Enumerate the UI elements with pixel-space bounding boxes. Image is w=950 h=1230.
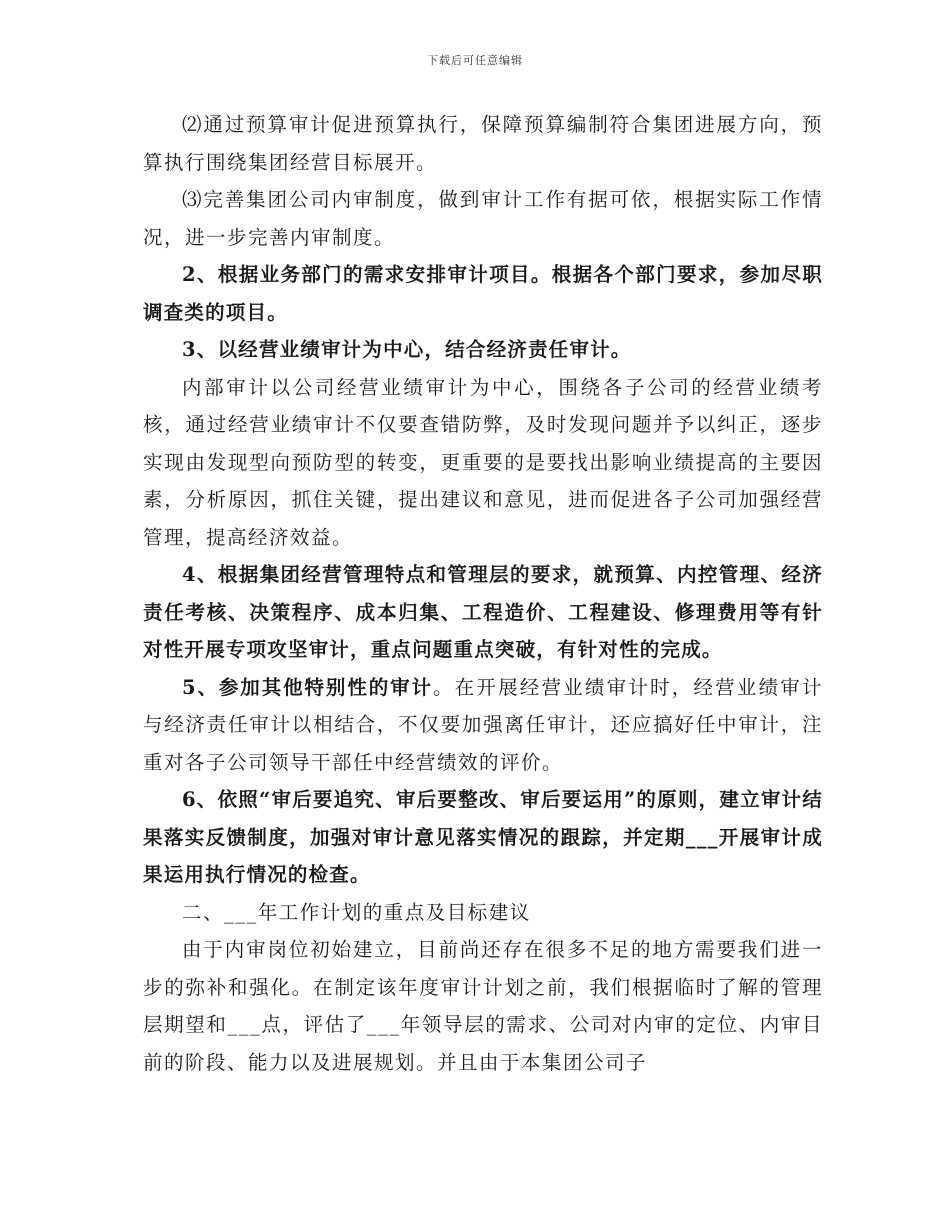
paragraph-internal-audit-system: ⑶完善集团公司内审制度，做到审计工作有据可依，根据实际工作情况，进一步完善内审制度。 <box>143 188 823 249</box>
paragraph-budget-execution: ⑵通过预算审计促进预算执行，保障预算编制符合集团进展方向，预算执行围绕集团经营目标展开。 <box>143 113 823 174</box>
paragraph-item-5 <box>143 669 823 782</box>
page-header: 下载后可任意编辑 <box>427 54 523 67</box>
paragraph-item-5-body: 。在开展经营业绩审计时，经营业绩审计与经济责任审计以相结合，不仅要加强离任审计，还应搞好任中审计，注重对各子公司领导干部任中经营绩效的评价。 <box>143 675 823 774</box>
paragraph-item-4: 4、根据集团经营管理特点和管理层的要求，就预算、内控管理、经济责任考核、决策程序、成本归集、工程造价、工程建设、修理费用等有针对性开展专项攻坚审计，重点问题重点突破，有针对性的完成。 <box>143 563 823 661</box>
paragraph-item-5-lead: 5、参加其他特别性的审计 <box>182 675 433 699</box>
paragraph-item-3: 3、以经营业绩审计为中心，结合经济责任审计。 <box>182 338 632 361</box>
paragraph-performance-audit: 内部审计以公司经营业绩审计为中心，围绕各子公司的经营业绩考核，通过经营业绩审计不仅要查错防弊，及时发现问题并予以纠正，逐步实现由发现型向预防型的转变，更重要的是要找出影响业绩提高的主要因素，分析原因，抓住关键，提出建议和意见，进而促进各子公司加强经营管理，提高经济效益。 <box>143 375 823 549</box>
paragraph-item-6: 6、依照“审后要追究、审后要整改、审后要运用”的原则，建立审计结果落实反馈制度，加强对审计意见落实情况的跟踪，并定期___开展审计成果运用执行情况的检查。 <box>143 788 823 886</box>
paragraph-item-2: 2、根据业务部门的需求安排审计项目。根据各个部门要求，参加尽职调查类的项目。 <box>143 263 823 324</box>
section-heading-2: 二、___年工作计划的重点及目标建议 <box>182 900 531 924</box>
paragraph-intro-plan: 由于内审岗位初始建立，目前尚还存在很多不足的地方需要我们进一步的弥补和强化。在制定该年度审计计划之前，我们根据临时了解的管理层期望和___点，评估了___年领导层的需求、公司对内审的定位、内审目前的阶段、能力以及进展规划。并且由于本集团公司子 <box>143 938 823 1074</box>
document-body <box>143 106 823 1081</box>
